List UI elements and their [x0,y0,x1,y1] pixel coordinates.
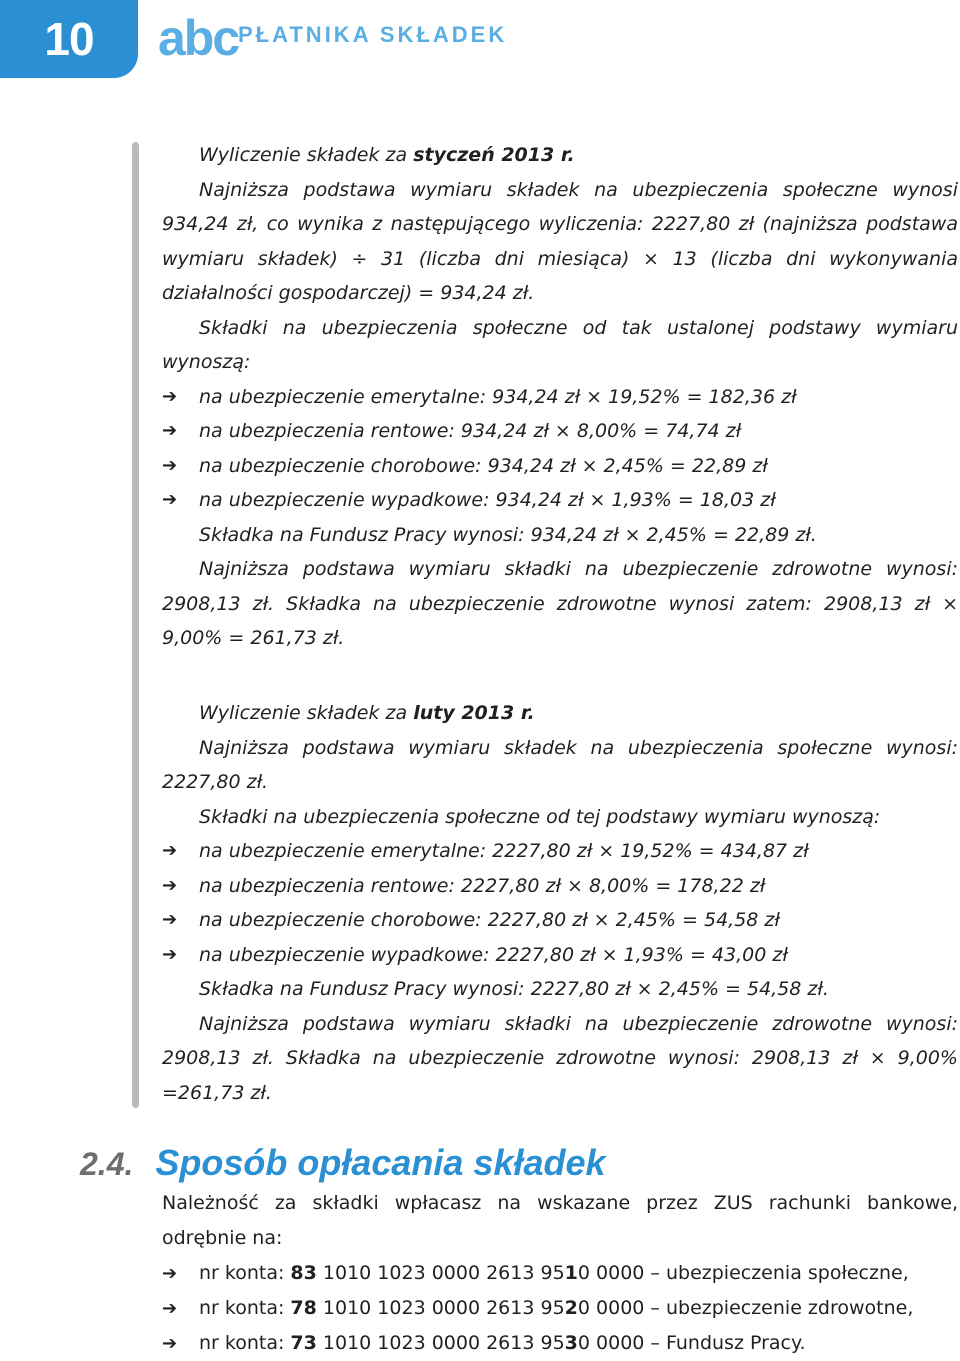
arrow-icon: ➔ [162,385,178,407]
list-item: ➔ nr konta: 73 1010 1023 0000 2613 9530 0000 – Fundusz Pracy. [162,1326,958,1361]
list-item: ➔ nr konta: 78 1010 1023 0000 2613 9520 0000 – ubezpieczenie zdrowotne, [162,1291,958,1326]
section-body [162,1186,958,1361]
section-heading [80,1138,606,1188]
january-health: Najniższa podstawa wymiaru składki na ubezpieczenie zdrowotne wynosi: 2908,13 zł. Składka na ubezpieczenie zdrowotne wynosi zatem: 2908,13 zł × 9,00% = 261,73 zł. [162,558,958,649]
january-contributions-intro: Składki na ubezpieczenia społeczne od tak ustalonej podstawy wymiaru wynoszą: [162,316,958,373]
list-item: ➔ na ubezpieczenia rentowe: 2227,80 zł × 8,00% = 178,22 zł [162,869,958,904]
page-number: 10 [0,0,138,78]
february-health: Najniższa podstawa wymiaru składki na ubezpieczenie zdrowotne wynosi: 2908,13 zł. Składka na ubezpieczenie zdrowotne wynosi: 2908,13 zł × 9,00% =261,73 zł. [162,1012,958,1104]
list-item: ➔ na ubezpieczenie emerytalne: 2227,80 zł × 19,52% = 434,87 zł [162,834,958,869]
header-title: PŁATNIKA SKŁADEK [238,22,508,47]
february-example [162,696,958,1110]
list-item: ➔ na ubezpieczenie wypadkowe: 934,24 zł × 1,93% = 18,03 zł [162,483,958,518]
arrow-icon: ➔ [162,874,178,896]
january-labour-fund: Składka na Fundusz Pracy wynosi: 934,24 zł × 2,45% = 22,89 zł. [199,523,817,546]
arrow-icon: ➔ [162,420,178,441]
list-item: ➔ na ubezpieczenia rentowe: 934,24 zł × 8,00% = 74,74 zł [162,414,958,449]
february-base-paragraph: Najniższa podstawa wymiaru składek na ubezpieczenia społeczne wynosi: 2227,80 zł. [162,736,958,793]
february-labour-fund: Składka na Fundusz Pracy wynosi: 2227,80 zł × 2,45% = 54,58 zł. [199,978,829,1000]
abc-logo: abc [158,10,239,66]
arrow-icon: ➔ [162,489,178,510]
february-contributions-intro: Składki na ubezpieczenia społeczne od tej podstawy wymiaru wynoszą: [199,805,881,828]
page-header [0,0,960,78]
arrow-icon: ➔ [162,454,178,476]
arrow-icon: ➔ [162,1298,178,1319]
section-number: 2.4. [80,1146,134,1182]
january-heading: Wyliczenie składek za styczeń 2013 r. [199,144,575,166]
section-intro: Należność za składki wpłacasz na wskazane przez ZUS rachunki bankowe, odrębnie na: [162,1192,958,1249]
section-title: Sposób opłacania składek [155,1142,606,1183]
list-item: ➔ na ubezpieczenie chorobowe: 934,24 zł × 2,45% = 22,89 zł [162,449,958,484]
list-item: ➔ na ubezpieczenie chorobowe: 2227,80 zł × 2,45% = 54,58 zł [162,903,958,938]
list-item: ➔ nr konta: 83 1010 1023 0000 2613 9510 0000 – ubezpieczenia społeczne, [162,1256,958,1291]
list-item: ➔ na ubezpieczenie emerytalne: 934,24 zł × 19,52% = 182,36 zł [162,380,958,415]
arrow-icon: ➔ [162,943,178,965]
arrow-icon: ➔ [162,1333,178,1354]
arrow-icon: ➔ [162,909,178,930]
list-item: ➔ na ubezpieczenie wypadkowe: 2227,80 zł × 1,93% = 43,00 zł [162,938,958,973]
january-example [162,138,958,656]
february-heading: Wyliczenie składek za luty 2013 r. [199,702,535,724]
january-base-paragraph: Najniższa podstawa wymiaru składek na ubezpieczenia społeczne wynosi 934,24 zł, co wynika z następującego wyliczenia: 2227,80 zł (najniższa podstawa wymiaru składek) ÷ 31 (liczba dni miesiąca) × 13 (liczba dni wykonywania działalności gospodarczej) = 934,24 zł. [162,178,958,304]
arrow-icon: ➔ [162,1263,178,1284]
arrow-icon: ➔ [162,840,178,861]
example-sidebar-bar [132,142,139,1108]
